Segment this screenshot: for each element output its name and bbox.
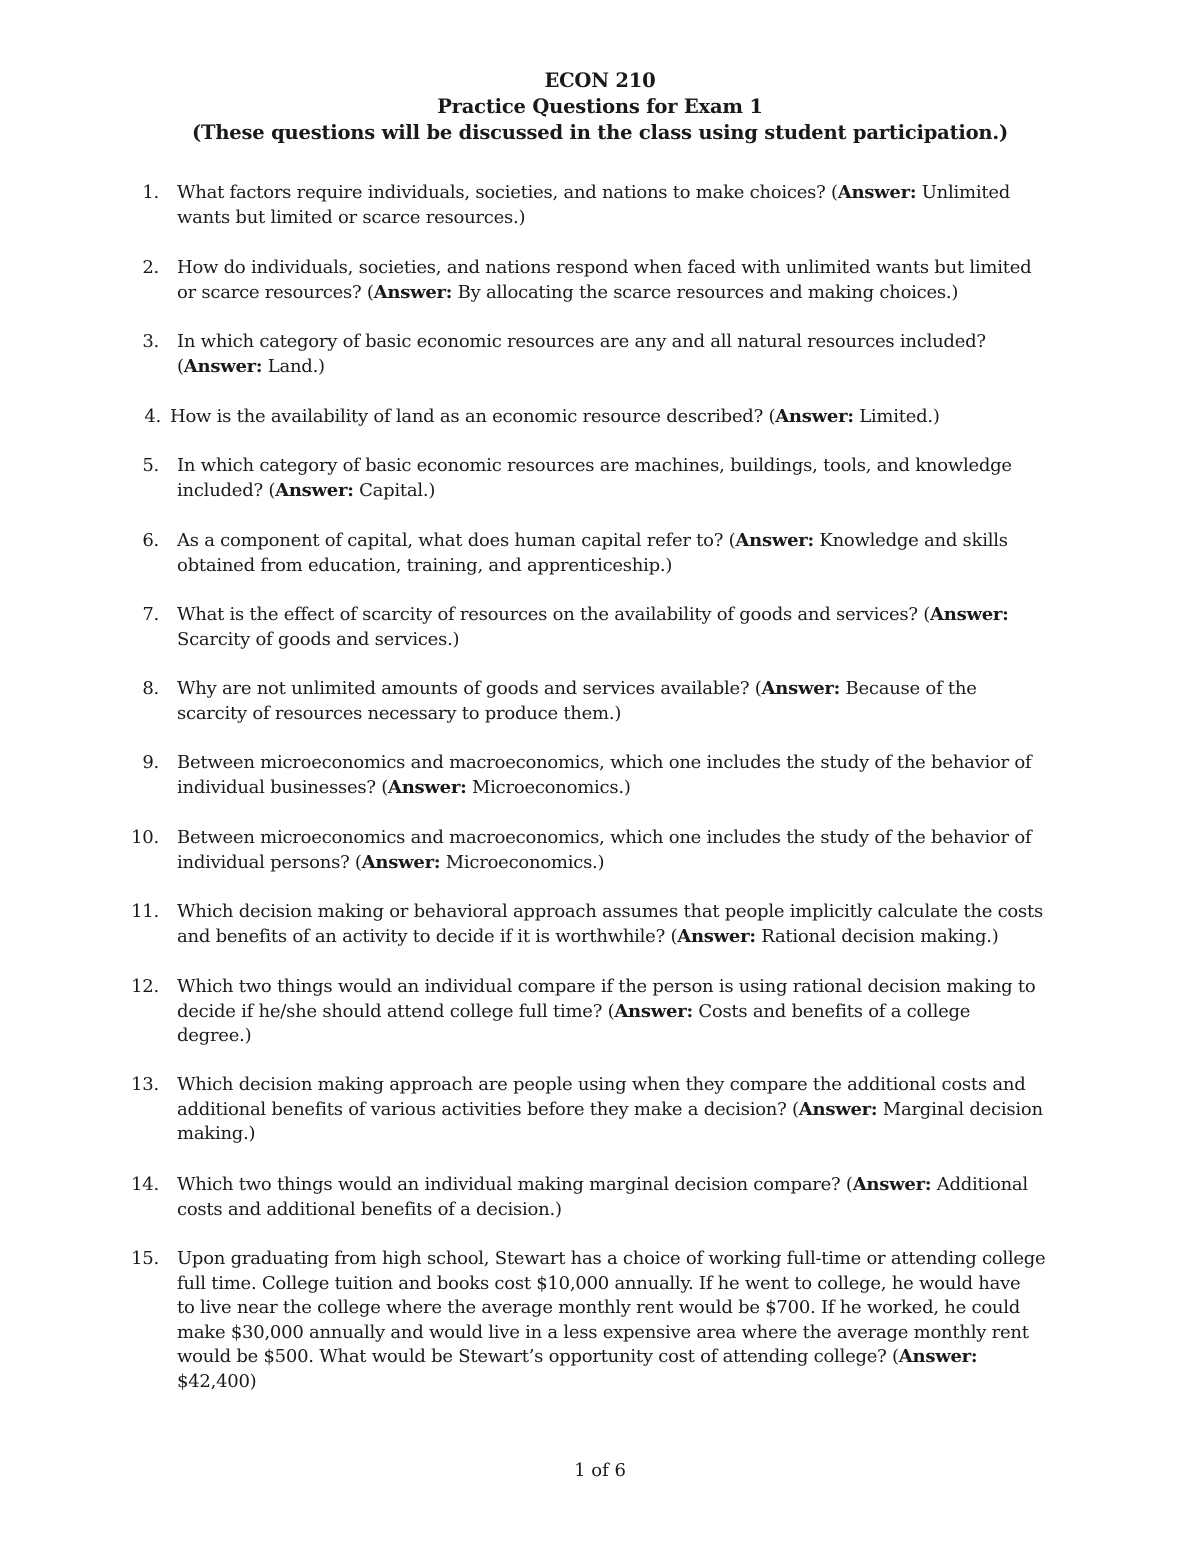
question-line [177,355,1027,380]
question-number: 6. [142,530,159,551]
question-text [177,454,1027,503]
question-line [177,1122,1027,1147]
question-text-segment: Which decision making approach are people using when they compare the additional costs and [177,1074,1026,1095]
question-text-segment: What factors require individuals, societies, and nations to make choices? ( [177,182,838,203]
question-text-segment: make $30,000 annually and would live in a less expensive area where the average monthly rent [177,1321,1029,1343]
question-text [177,900,1043,949]
question-line [177,776,1027,801]
question-text-segment: decide if he/she should attend college full time? ( [177,1000,615,1022]
question-number: 12. [131,976,159,997]
question-text-segment: Knowledge and skills [813,530,1008,551]
page-number: 1 of 6 [574,1460,626,1481]
question-line [177,554,1027,579]
question-text-segment: scarcity of resources necessary to produce them.) [177,702,622,724]
question-line [177,1073,1027,1098]
question-text-segment: Costs and benefits of a college [692,1000,971,1022]
answer-label: Answer: [798,1098,878,1120]
answer-label: Answer: [361,851,441,873]
question-line [177,1296,1027,1321]
question-number: 1. [142,182,159,203]
answer-label: Answer: [775,406,854,427]
question-text-segment: wants but limited or scarce resources.) [177,206,526,228]
question-text-segment: Scarcity of goods and services.) [177,628,460,650]
question-line [177,900,1043,925]
question-text-segment: included? ( [177,479,276,501]
question-text-segment: individual businesses? ( [177,776,388,798]
question-number: 9. [142,752,159,773]
question-text [177,751,1032,800]
question-line [177,1000,1027,1025]
question-line [170,405,1030,430]
course-title: ECON 210 [544,69,656,92]
question-line [177,826,1032,851]
document-header [0,68,1200,146]
answer-label: Answer: [183,355,263,377]
question-line [177,454,1027,479]
answer-label: Answer: [735,530,814,551]
question-text-segment: would be $500. What would be Stewart’s opportunity cost of attending college? ( [177,1346,899,1367]
page-title: Practice Questions for Exam 1 [437,95,763,118]
question-text-segment: How is the availability of land as an economic resource described? ( [170,406,776,427]
question-text-segment: Capital.) [353,479,436,501]
question-line [177,1321,1027,1346]
answer-label: Answer: [852,1174,932,1195]
question-text-segment: costs and additional benefits of a decision.) [177,1198,562,1220]
answer-label: Answer: [761,678,841,699]
question-line [177,181,1027,206]
question-line [177,1024,1027,1049]
answer-label: Answer: [388,776,467,798]
question-number: 10. [131,827,159,848]
question-text-segment: Upon graduating from high school, Stewart has a choice of working full-time or attending college [177,1248,1046,1269]
question-text-segment: Which two things would an individual compare if the person is using rational decision making to [177,976,1036,997]
question-line [177,529,1027,554]
question-number: 3. [142,331,159,352]
question-text [177,256,1032,305]
question-line [177,677,1027,702]
question-text-segment: In which category of basic economic resources are machines, buildings, tools, and knowledge [177,455,1012,476]
question-line [177,206,1027,231]
question-line [177,975,1036,1000]
question-number: 4. [144,406,161,427]
answer-label: Answer: [677,925,756,947]
question-line [177,603,1027,628]
question-text-segment: $42,400) [177,1370,257,1392]
question-number: 14. [131,1174,159,1195]
question-text-segment: obtained from education, training, and apprenticeship.) [177,554,673,576]
question-line [177,851,1027,876]
question-line [177,479,1027,504]
question-text [170,405,1030,430]
question-text-segment: In which category of basic economic resources are any and all natural resources included? [177,331,986,352]
question-text-segment: degree.) [177,1025,252,1046]
page-subtitle: (These questions will be discussed in the class using student participation.) [191,121,1009,144]
question-line [177,1247,1046,1272]
question-line [177,628,1027,653]
question-line [177,751,1032,776]
question-line [177,330,1027,355]
question-text-segment: Because of the [840,678,977,699]
question-text-segment: Between microeconomics and macroeconomics, which one includes the study of the behavior of [177,752,1032,773]
question-line [177,1098,1043,1123]
answer-label: Answer: [275,479,354,501]
question-line [177,1173,1027,1198]
question-text [177,603,1027,652]
question-text-segment: Between microeconomics and macroeconomics, which one includes the study of the behavior of [177,827,1032,848]
question-text [177,826,1032,875]
answer-label: Answer: [930,604,1009,625]
question-number: 2. [142,257,159,278]
question-text-segment: Limited.) [853,406,940,427]
question-text-segment: individual persons? ( [177,851,362,873]
question-text [177,181,1027,230]
question-line [177,1345,1027,1370]
question-line [177,256,1032,281]
question-text [177,330,1027,379]
question-text-segment: Microeconomics.) [466,776,631,798]
question-text-segment: By allocating the scarce resources and making choices.) [452,281,959,303]
question-text [177,1173,1027,1222]
question-text [177,677,1027,726]
question-text-segment: Microeconomics.) [440,851,605,873]
question-text-segment: making.) [177,1123,256,1144]
question-text-segment: Why are not unlimited amounts of goods and services available? ( [177,678,762,699]
answer-label: Answer: [614,1000,693,1022]
question-text-segment: How do individuals, societies, and nations respond when faced with unlimited wants but limited [177,257,1032,278]
question-number: 13. [131,1074,159,1095]
question-number: 7. [142,604,159,625]
question-text-segment: Rational decision making.) [755,925,999,947]
question-line [177,281,1027,306]
question-number: 8. [142,678,159,699]
question-text-segment: Which two things would an individual making marginal decision compare? ( [177,1174,853,1195]
question-text-segment: Marginal decision [877,1098,1043,1120]
question-line [177,1370,1027,1395]
question-text-segment: to live near the college where the average monthly rent would be $700. If he worked, he could [177,1297,1021,1318]
question-line [177,925,1027,950]
question-text-segment: What is the effect of scarcity of resources on the availability of goods and services? ( [177,604,931,625]
question-text [177,1073,1043,1147]
question-text-segment: and benefits of an activity to decide if it is worthwhile? ( [177,925,678,947]
question-number: 5. [142,455,159,476]
question-number: 15. [131,1248,159,1269]
answer-label: Answer: [898,1346,978,1367]
question-text-segment: additional benefits of various activities before they make a decision? ( [177,1098,799,1120]
question-text-segment: Which decision making or behavioral approach assumes that people implicitly calculate the costs [177,901,1043,922]
question-text [177,529,1027,578]
question-number: 11. [131,901,159,922]
question-text-segment: full time. College tuition and books cost $10,000 annually. If he went to college, he would have [177,1272,1021,1294]
answer-label: Answer: [373,281,453,303]
question-text-segment: Additional [931,1174,1028,1195]
answer-label: Answer: [837,182,917,203]
question-line [177,1272,1027,1297]
question-text-segment: or scarce resources? ( [177,281,374,303]
question-line [177,1198,1027,1223]
question-text-segment: Unlimited [916,182,1010,203]
question-line [177,702,1027,727]
question-text [177,975,1036,1049]
question-text-segment: Land.) [262,355,325,377]
question-text-segment: As a component of capital, what does human capital refer to? ( [177,530,736,551]
question-text [177,1247,1046,1394]
question-text-segment: ( [177,355,184,377]
